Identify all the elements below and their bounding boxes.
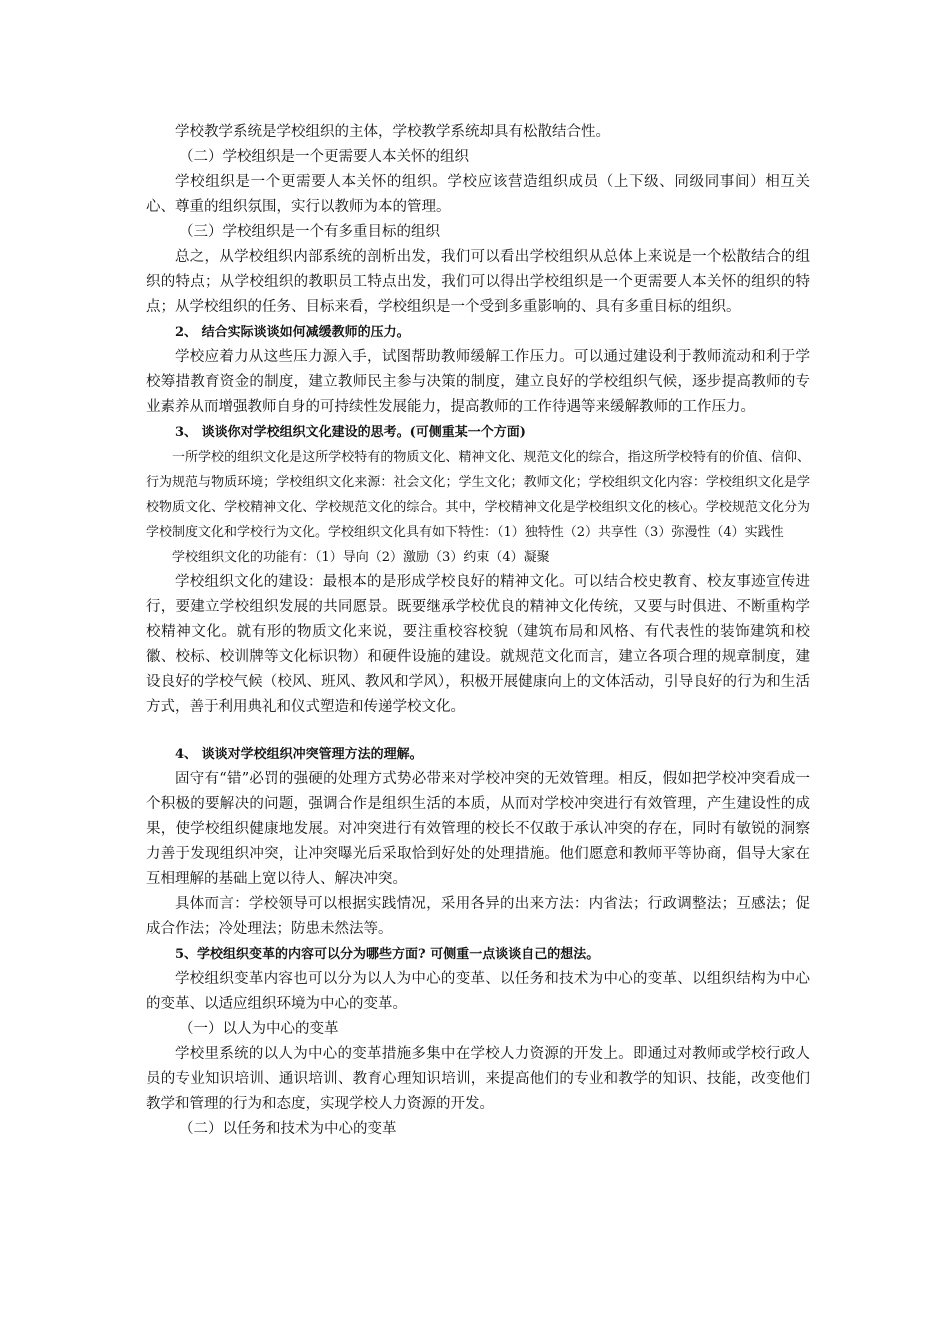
- paragraph: 学校组织文化的建设：最根本的是形成学校良好的精神文化。可以结合校史教育、校友事迹宣传进行，要建立学校组织发展的共同愿景。既要继承学校优良的精神文化传统，又要与时俱进、不断重构学校精神文化。就有形的物质文化来说，要注重校容校貌（建筑布局和风格、有代表性的装饰建筑和校徽、校标、校训牌等文化标识物）和硬件设施的建设。就规范文化而言，建立各项合理的规章制度，建设良好的学校气候（校风、班风、教风和学风），积极开展健康向上的文体活动，引导良好的行为和生活方式，善于利用典礼和仪式塑造和传递学校文化。: [146, 574, 810, 715]
- subsection-heading: （二）以任务和技术为中心的变革: [179, 1121, 397, 1137]
- question-heading: 4、 谈谈对学校组织冲突管理方法的理解。: [175, 747, 423, 762]
- paragraph: 固守有“错”必罚的强硬的处理方式势必带来对学校冲突的无效管理。相反，假如把学校冲突看成一个积极的要解决的问题，强调合作是组织生活的本质，从而对学校冲突进行有效管理，产生建设性的成果，使学校组织健康地发展。对冲突进行有效管理的校长不仅敢于承认冲突的存在，同时有敏锐的洞察力善于发现组织冲突，让冲突曝光后采取恰到好处的处理措施。他们愿意和教师平等协商，倡导大家在互相理解的基础上宽以待人、解决冲突。: [146, 771, 810, 887]
- question-heading: 3、 谈谈你对学校组织文化建设的思考。(可侧重某一个方面): [175, 425, 526, 440]
- subsection-heading: （二）学校组织是一个更需要人本关怀的组织: [179, 149, 469, 165]
- paragraph: 学校教学系统是学校组织的主体，学校教学系统却具有松散结合性。: [175, 124, 610, 140]
- question-heading: 5、学校组织变革的内容可以分为哪些方面? 可侧重一点谈谈自己的想法。: [175, 947, 600, 962]
- subsection-heading: （三）学校组织是一个有多重目标的组织: [179, 224, 440, 240]
- paragraph: 具体而言：学校领导可以根据实践情况，采用各异的出来方法：内省法；行政调整法；互感法；促成合作法；冷处理法；防患未然法等。: [146, 896, 810, 937]
- paragraph: 学校组织文化的功能有：（1）导向（2）激励（3）约束（4）凝聚: [172, 550, 550, 565]
- subsection-heading: （一）以人为中心的变革: [179, 1021, 339, 1037]
- paragraph: 学校组织变革内容也可以分为以人为中心的变革、以任务和技术为中心的变革、以组织结构为中心的变革、以适应组织环境为中心的变革。: [146, 971, 810, 1012]
- paragraph: 学校里系统的以人为中心的变革措施多集中在学校人力资源的开发上。即通过对教师或学校行政人员的专业知识培训、通识培训、教育心理知识培训，来提高他们的专业和教学的知识、技能，改变他们教学和管理的行为和态度，实现学校人力资源的开发。: [146, 1046, 810, 1112]
- paragraph: 总之，从学校组织内部系统的剖析出发，我们可以看出学校组织从总体上来说是一个松散结合的组织的特点；从学校组织的教职员工特点出发，我们可以得出学校组织是一个更需要人本关怀的组织的特点；从学校组织的任务、目标来看，学校组织是一个受到多重影响的、具有多重目标的组织。: [146, 249, 810, 315]
- paragraph: 学校应着力从这些压力源入手，试图帮助教师缓解工作压力。可以通过建设利于教师流动和利于学校筹措教育资金的制度，建立教师民主参与决策的制度，建立良好的学校组织气候，逐步提高教师的专业素养从而增强教师自身的可持续性发展能力，提高教师的工作待遇等来缓解教师的工作压力。: [146, 349, 810, 415]
- paragraph: 一所学校的组织文化是这所学校特有的物质文化、精神文化、规范文化的综合，指这所学校特有的价值、信仰、行为规范与物质环境；学校组织文化来源：社会文化；学生文化；教师文化；学校组织文化内容：学校组织文化是学校物质文化、学校精神文化、学校规范文化的综合。其中，学校精神文化是学校组织文化的核心。学校规范文化分为学校制度文化和学校行为文化。学校组织文化具有如下特性：（1）独特性（2）共享性（3）弥漫性（4）实践性: [146, 450, 810, 540]
- document-page: [146, 120, 810, 1142]
- question-heading: 2、 结合实际谈谈如何减缓教师的压力。: [175, 325, 410, 340]
- paragraph: 学校组织是一个更需要人本关怀的组织。学校应该营造组织成员（上下级、同级同事间）相互关心、尊重的组织氛围，实行以教师为本的管理。: [146, 174, 810, 215]
